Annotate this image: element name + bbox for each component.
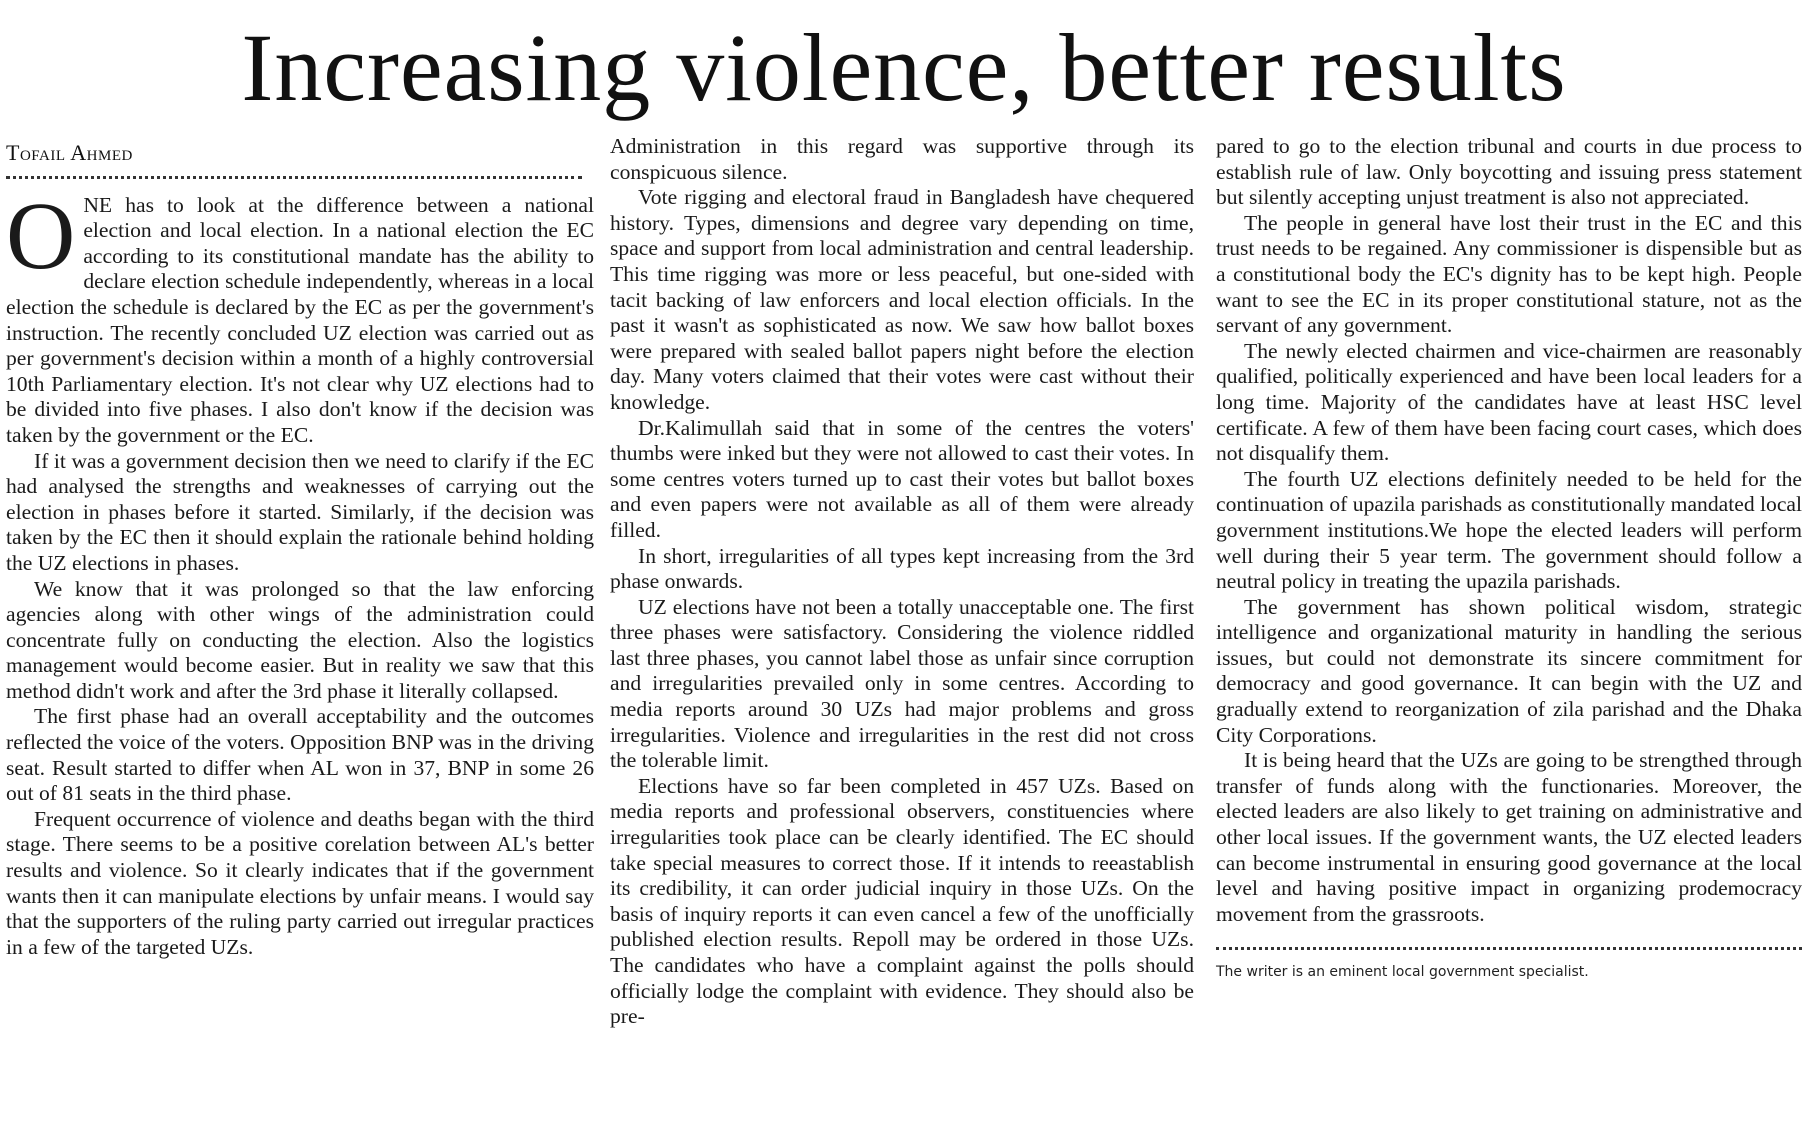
paragraph: pared to go to the election tribunal and courts in due process to establish rule of law. Only boycotting and issuing press statement but silently accepting unjust treatment is also not appreciated. xyxy=(1216,134,1802,210)
paragraph: Dr.Kalimullah said that in some of the centres the voters' thumbs were inked but they were not allowed to cast their votes. In some centres voters turned up to cast their votes but ballot boxes and even papers were not available as all of them were already filled. xyxy=(610,415,1194,542)
headline: Increasing violence, better results xyxy=(241,14,1567,121)
paragraph: Frequent occurrence of violence and deaths began with the third stage. There seems to be a positive corelation between AL's better results and violence. So it clearly indicates that if the government wants then it can manipulate elections by unfair means. I would say that the supporters of the ruling party carried out irregular practices in a few of the targeted UZs. xyxy=(6,806,594,959)
paragraph: It is being heard that the UZs are going to be strengthed through transfer of funds along with the functionaries. Moreover, the elected leaders are also likely to get training on administrative and other local issues. If the government wants, the UZ elected leaders can become instrumental in ensuring good governance at the local level and having positive impact in organizing prodemocracy movement from the grassroots. xyxy=(1216,748,1802,926)
byline-divider xyxy=(6,176,582,179)
column-2 xyxy=(610,134,1194,1030)
paragraph: If it was a government decision then we need to clarify if the EC had analysed the strengths and weaknesses of carrying out the election in phases before it started. Similarly, if the decision was taken by the EC then it should explain the rationale behind holding the UZ elections in phases. xyxy=(6,448,594,575)
byline: Tofail Ahmed xyxy=(6,140,133,165)
paragraph xyxy=(6,181,594,449)
paragraph: The newly elected chairmen and vice-chairmen are reasonably qualified, politically experienced and have been local leaders for a long time. Majority of the candidates have at least HSC level certificate. A few of them have been facing court cases, which does not disqualify them. xyxy=(1216,338,1802,466)
column-3 xyxy=(1216,134,1802,986)
column-1 xyxy=(6,134,594,960)
footer-divider xyxy=(1216,947,1802,950)
paragraph: We know that it was prolonged so that the law enforcing agencies along with other wings of the administration could concentrate fully on conducting the election. Also the logistics management would become easier. But in reality we saw that this method didn't work and after the 3rd phase it literally collapsed. xyxy=(6,576,594,703)
paragraph: Vote rigging and electoral fraud in Bangladesh have chequered history. Types, dimensions and degree vary depending on time, space and support from local administration and central leadership. This time rigging was more or less peaceful, but one-sided with tacit backing of law enforcers and local election officials. In the past it wasn't as sophisticated as now. We saw how ballot boxes were prepared with sealed ballot papers night before the election day. Many voters claimed that their votes were cast without their knowledge. xyxy=(610,185,1194,414)
paragraph: The fourth UZ elections definitely needed to be held for the continuation of upazila parishads as constitutionally mandated local government institutions.We hope the elected leaders will perform well during their 5 year term. The government should follow a neutral policy in treating the upazila parishads. xyxy=(1216,466,1802,594)
drop-cap: O xyxy=(6,181,76,289)
paragraph: UZ elections have not been a totally unacceptable one. The first three phases were satisfactory. Considering the violence riddled last three phases, you cannot label those as unfair since corruption and irregularities prevailed only in some centres. According to media reports around 30 UZs had major problems and gross irregularities. Violence and irregularities in the rest did not cross the tolerable limit. xyxy=(610,594,1194,773)
paragraph: In short, irregularities of all types kept increasing from the 3rd phase onwards. xyxy=(610,543,1194,594)
paragraph: The first phase had an overall acceptability and the outcomes reflected the voice of the voters. Opposition BNP was in the driving seat. Result started to differ when AL won in 37, BNP in some 26 out of 81 seats in the third phase. xyxy=(6,704,594,806)
author-note: The writer is an eminent local government specialist. xyxy=(1216,964,1589,981)
paragraph: Administration in this regard was supportive through its conspicuous silence. xyxy=(610,134,1194,184)
paragraph: Elections have so far been completed in 457 UZs. Based on media reports and professional observers, constituencies where irregularities took place can be clearly identified. The EC should take special measures to correct those. If it intends to reeastablish its credibility, it can order judicial inquiry in those UZs. On the basis of inquiry reports it can even cancel a few of the unofficially published election results. Repoll may be ordered in those UZs. The candidates who have a complaint against the polls should officially lodge the complaint with evidence. They should also be pre- xyxy=(610,773,1194,1029)
paragraph: The people in general have lost their trust in the EC and this trust needs to be regained. Any commissioner is dispensible but as a constitutional body the EC's dignity has to be kept high. People want to see the EC in its proper constitutional stature, not as the servant of any government. xyxy=(1216,210,1802,338)
paragraph: The government has shown political wisdom, strategic intelligence and organizational maturity in handling the serious issues, but could not demonstrate its sincere commitment for democracy and good governance. It can begin with the UZ and gradually extend to reorganization of zila parishad and the Dhaka City Corporations. xyxy=(1216,594,1802,747)
paragraph-text: NE has to look at the difference between a national election and local election. In a national election the EC according to its constitutional mandate has the ability to declare election schedule independently, whereas in a local election the schedule is declared by the EC as per the government's instruction. The recently concluded UZ election was carried out as per government's decision within a month of a highly controversial 10th Parliamentary election. It's not clear why UZ elections had to be divided into five phases. I also don't know if the decision was taken by the government or the EC. xyxy=(6,192,594,447)
